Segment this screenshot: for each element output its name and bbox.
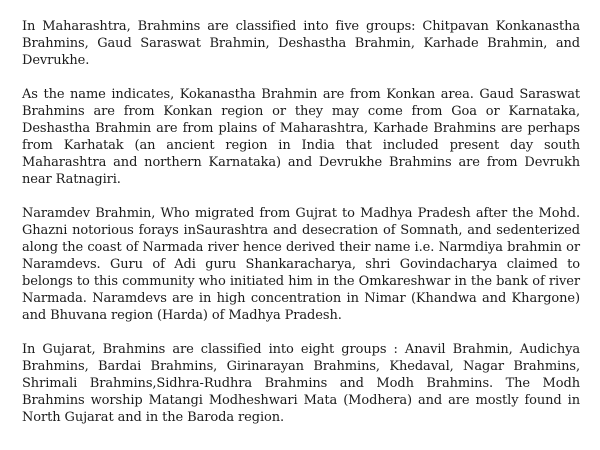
- paragraph-gujarat-groups: In Gujarat, Brahmins are classified into eight groups : Anavil Brahmin, Audichya Brahmins, Bardai Brahmins, Girinarayan Brahmins, Khedaval, Nagar Brahmins, Shrimali Brahmins,Sidhra-Rudhra Brahmins and Modh Brahmins. The Modh Brahmins worship Matangi Modheshwari Mata (Modhera) and are mostly found in North Gujarat and in the Baroda region.: [22, 342, 580, 425]
- document-body: [22, 18, 580, 443]
- paragraph-maharashtra-groups: In Maharashtra, Brahmins are classified into five groups: Chitpavan Konkanastha Brahmins, Gaud Saraswat Brahmin, Deshastha Brahmin, Karhade Brahmin, and Devrukhe.: [22, 19, 580, 68]
- paragraph-maharashtra-origins: As the name indicates, Kokanastha Brahmin are from Konkan area. Gaud Saraswat Brahmins are from Konkan region or they may come from Goa or Karnataka, Deshastha Brahmin are from plains of Maharashtra, Karhade Brahmins are perhaps from Karhatak (an ancient region in India that included present day south Maharashtra and northern Karnataka) and Devrukhe Brahmins are from Devrukh near Ratnagiri.: [22, 87, 580, 187]
- paragraph-naramdev-brahmin: Naramdev Brahmin, Who migrated from Gujrat to Madhya Pradesh after the Mohd. Ghazni notorious forays inSaurashtra and desecration of Somnath, and sedenterized along the coast of Narmada river hence derived their name i.e. Narmdiya brahmin or Naramdevs. Guru of Adi guru Shankaracharya, shri Govindacharya claimed to belongs to this community who initiated him in the Omkareshwar in the bank of river Narmada. Naramdevs are in high concentration in Nimar (Khandwa and Khargone) and Bhuvana region (Harda) of Madhya Pradesh.: [22, 206, 580, 323]
